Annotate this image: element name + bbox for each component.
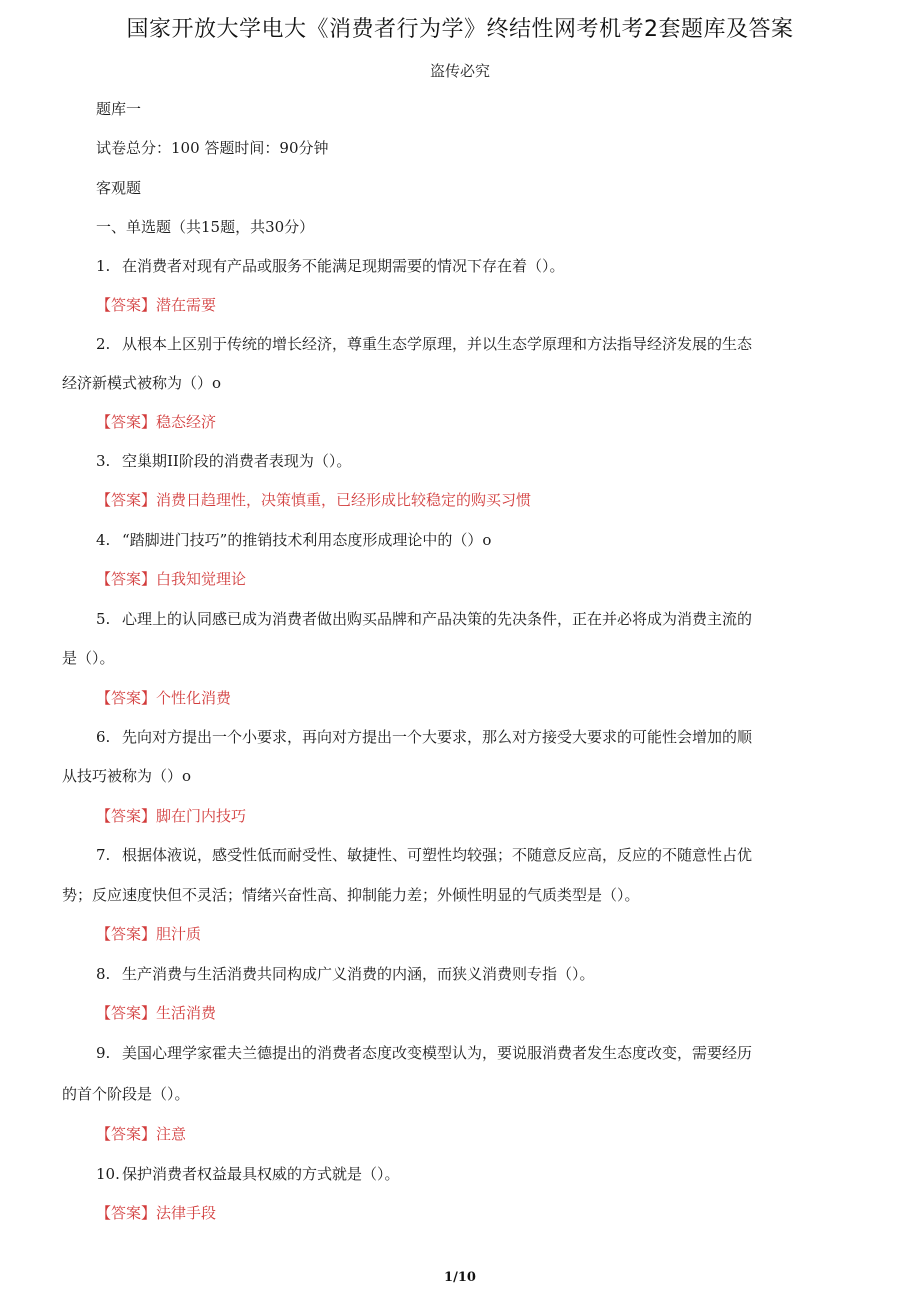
answer-3: 【答案】消费日趋理性，决策慎重，已经形成比较稳定的购买习惯 bbox=[96, 491, 532, 509]
document-subtitle: 盗传必究 bbox=[429, 62, 490, 80]
answer-10: 【答案】法律手段 bbox=[96, 1204, 217, 1222]
question-5 bbox=[96, 609, 752, 629]
question-2 bbox=[96, 334, 752, 354]
question-text: 空巢期II阶段的消费者表现为（）。 bbox=[122, 452, 352, 470]
answer-2: 【答案】稳态经济 bbox=[96, 413, 217, 431]
section-objective: 客观题 bbox=[96, 179, 142, 197]
question-7-continued: 势；反应速度快但不灵活；情绪兴奋性高、抑制能力差；外倾性明显的气质类型是（）。 bbox=[62, 886, 640, 904]
question-text: 从根本上区别于传统的增长经济，尊重生态学原理，并以生态学原理和方法指导经济发展的生态 bbox=[122, 335, 753, 353]
bank-label: 题库一 bbox=[96, 100, 142, 118]
question-number: 4. bbox=[96, 531, 111, 549]
question-text: 在消费者对现有产品或服务不能满足现期需要的情况下存在着（）。 bbox=[122, 257, 565, 275]
question-text: “踏脚进门技巧”的推销技术利用态度形成理论中的（）o bbox=[122, 531, 492, 549]
question-3 bbox=[96, 451, 351, 471]
section-single-choice: 一、单选题（共15题，共30分） bbox=[96, 218, 315, 236]
question-9-continued: 的首个阶段是（）。 bbox=[62, 1085, 190, 1103]
question-9 bbox=[96, 1043, 752, 1063]
answer-9: 【答案】注意 bbox=[96, 1125, 187, 1143]
exam-info: 试卷总分：100 答题时间：90分钟 bbox=[96, 139, 329, 157]
question-number: 7. bbox=[96, 846, 111, 864]
question-text: 美国心理学家霍夫兰德提出的消费者态度改变模型认为，要说服消费者发生态度改变，需要经历 bbox=[122, 1044, 753, 1062]
question-number: 6. bbox=[96, 728, 111, 746]
question-8 bbox=[96, 964, 595, 984]
answer-1: 【答案】潜在需要 bbox=[96, 296, 217, 314]
question-number: 2. bbox=[96, 335, 111, 353]
question-text: 保护消费者权益最具权威的方式就是（）。 bbox=[122, 1165, 400, 1183]
page-indicator: 1/10 bbox=[444, 1270, 476, 1285]
question-6 bbox=[96, 727, 752, 747]
answer-8: 【答案】生活消费 bbox=[96, 1004, 217, 1022]
answer-7: 【答案】胆汁质 bbox=[96, 925, 202, 943]
question-number: 9. bbox=[96, 1044, 111, 1062]
question-text: 根据体液说，感受性低而耐受性、敏捷性、可塑性均较强；不随意反应高，反应的不随意性占优 bbox=[122, 846, 753, 864]
question-number: 3. bbox=[96, 452, 111, 470]
answer-5: 【答案】个性化消费 bbox=[96, 689, 232, 707]
question-7 bbox=[96, 845, 752, 865]
question-number: 10. bbox=[96, 1165, 120, 1183]
question-number: 5. bbox=[96, 610, 111, 628]
question-4 bbox=[96, 530, 491, 550]
question-10 bbox=[96, 1164, 400, 1184]
question-text: 生产消费与生活消费共同构成广义消费的内涵，而狭义消费则专指（）。 bbox=[122, 965, 595, 983]
question-text: 先向对方提出一个小要求，再向对方提出一个大要求，那么对方接受大要求的可能性会增加的顺 bbox=[122, 728, 753, 746]
answer-6: 【答案】脚在门内技巧 bbox=[96, 807, 247, 825]
answer-4: 【答案】白我知觉理论 bbox=[96, 570, 247, 588]
question-number: 8. bbox=[96, 965, 111, 983]
question-text: 心理上的认同感已成为消费者做出购买品牌和产品决策的先决条件，正在并必将成为消费主流的 bbox=[122, 610, 753, 628]
document-title: 国家开放大学电大《消费者行为学》终结性网考机考2套题库及答案 bbox=[126, 17, 794, 42]
question-5-continued: 是（）。 bbox=[62, 649, 115, 667]
question-6-continued: 从技巧被称为（）o bbox=[62, 767, 192, 785]
question-1 bbox=[96, 256, 565, 276]
question-2-continued: 经济新模式被称为（）o bbox=[62, 374, 222, 392]
question-number: 1. bbox=[96, 257, 111, 275]
